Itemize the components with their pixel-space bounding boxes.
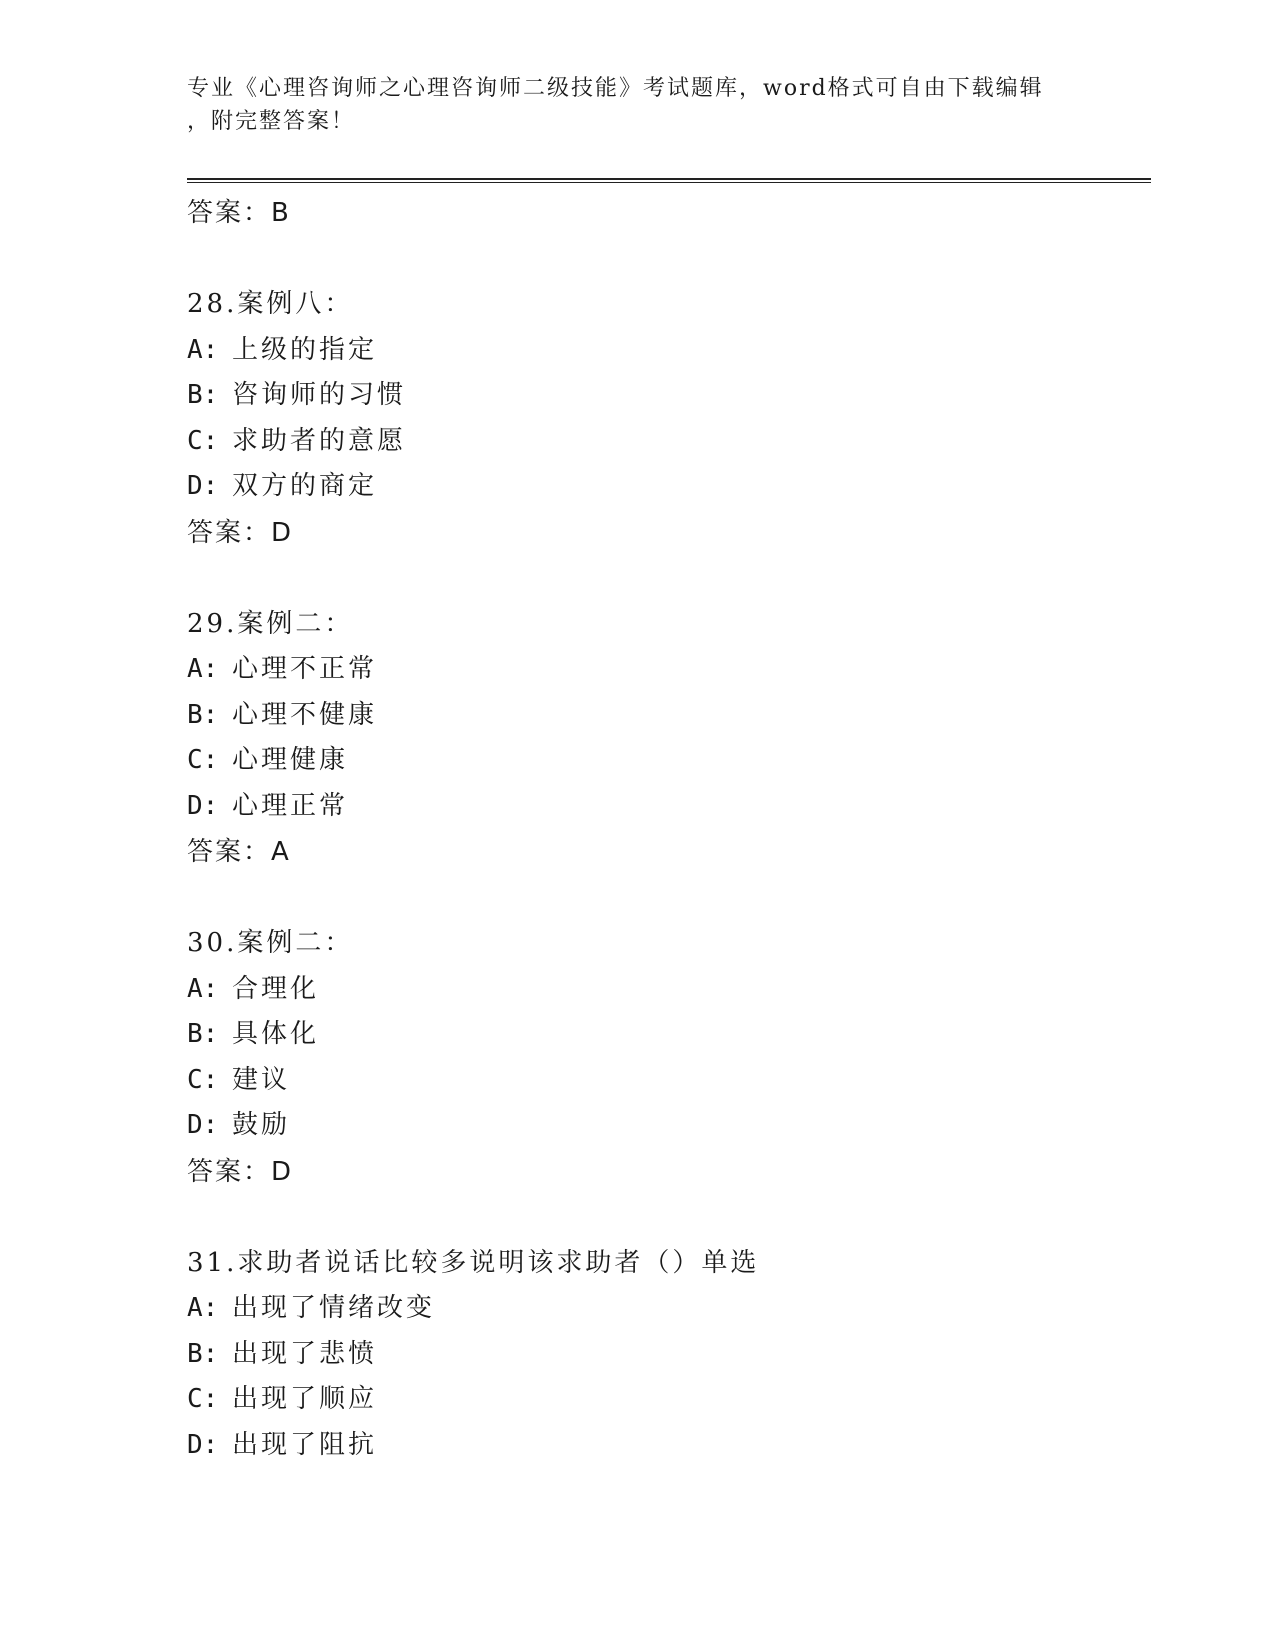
option-letter: C: [187,745,219,775]
option-text: 出现了顺应 [232,1384,378,1414]
spacer [187,875,1147,921]
option-letter: D: [187,471,219,501]
spacer [187,556,1147,602]
option-text: 出现了悲愤 [232,1338,378,1369]
option-text: 具体化 [232,1019,320,1049]
header-line-1: 专业《心理咨询师之心理咨询师二级技能》考试题库，word格式可自由下载编辑 [187,76,1044,101]
option-line [187,967,1147,1013]
option-text: 心理正常 [232,790,349,821]
answer-line: 答案：D [187,517,294,548]
option-line [187,1103,1147,1149]
option-letter: C: [187,425,219,456]
option-line [187,784,1147,830]
option-text: 咨询师的习惯 [232,380,407,410]
option-letter: A: [187,654,219,684]
option-line [187,1423,1147,1469]
spacer [187,236,1147,282]
option-letter: A: [187,334,219,365]
option-letter: B: [187,380,219,410]
question-title: 30.案例二： [187,928,354,958]
option-text: 心理不正常 [232,654,378,684]
option-text: 双方的商定 [232,471,378,501]
answer-line: 答案：B [187,198,291,228]
option-line [187,1012,1147,1058]
option-line [187,647,1147,693]
option-line [187,738,1147,784]
question-title: 29.案例二： [187,608,354,639]
option-line [187,328,1147,374]
document-header [187,72,1087,138]
option-letter: C: [187,1064,219,1095]
header-divider-thick [187,178,1151,180]
option-text: 出现了阻抗 [232,1429,378,1460]
option-letter: A: [187,1293,219,1323]
option-line [187,1332,1147,1378]
option-text: 心理不健康 [232,699,378,730]
question-title: 31.求助者说话比较多说明该求助者（）单选 [187,1247,760,1278]
option-text: 鼓励 [232,1110,291,1140]
option-line [187,1058,1147,1104]
option-letter: D: [187,1110,219,1140]
option-letter: B: [187,699,219,730]
question-title: 28.案例八： [187,289,354,319]
option-text: 心理健康 [232,745,349,775]
option-line [187,464,1147,510]
question-block [187,602,1147,922]
option-line [187,693,1147,739]
option-text: 建议 [232,1064,291,1095]
header-line-2: ，附完整答案！ [187,109,356,134]
question-block [187,921,1147,1241]
option-letter: B: [187,1338,219,1369]
question-list [187,190,1147,1468]
header-divider-thin [187,182,1151,183]
option-line [187,419,1147,465]
questions-container [187,282,1147,1468]
question-block [187,1241,1147,1469]
option-letter: D: [187,790,219,821]
option-letter: D: [187,1429,219,1460]
option-letter: B: [187,1019,219,1049]
option-text: 合理化 [232,973,320,1004]
spacer [187,1195,1147,1241]
option-text: 求助者的意愿 [232,425,407,456]
option-line [187,1286,1147,1332]
option-line [187,1377,1147,1423]
answer-line: 答案：A [187,837,291,867]
option-letter: A: [187,973,219,1004]
option-text: 出现了情绪改变 [232,1293,436,1323]
answer-line: 答案：D [187,1156,294,1187]
option-line [187,373,1147,419]
option-letter: C: [187,1384,219,1414]
question-block [187,282,1147,602]
option-text: 上级的指定 [232,334,378,365]
